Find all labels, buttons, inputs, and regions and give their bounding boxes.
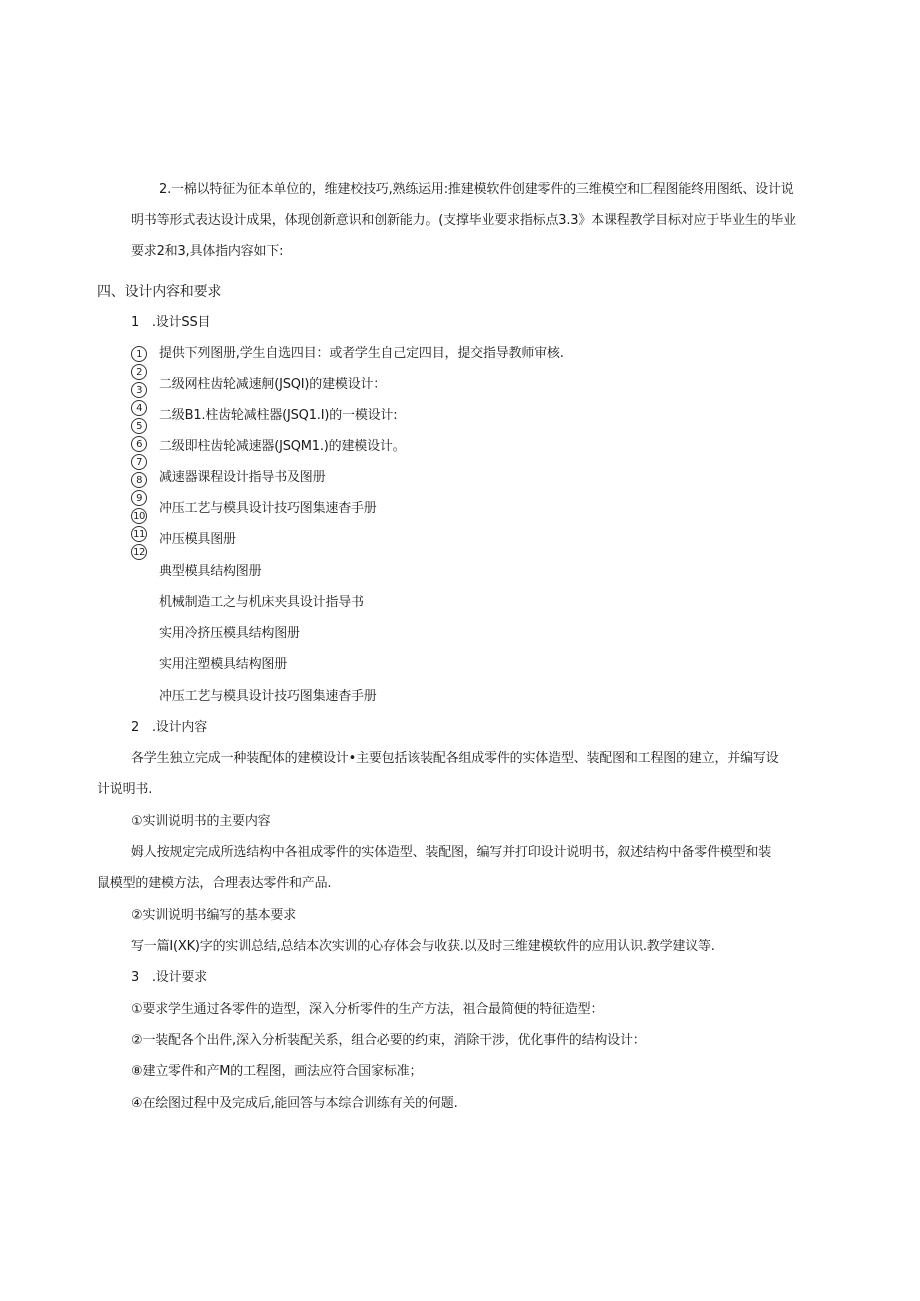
sub-3-title: 3 .设计要求 — [131, 970, 208, 985]
list-item: 二级B1.柱齿轮减柱器(JSQ1.I)的一模设计: — [159, 408, 398, 423]
section-4-heading: 四、设计内容和要求 — [97, 284, 222, 300]
list-item: 减速器课程设计指导书及图册 — [159, 470, 326, 485]
requirement-2: ②一装配各个出件,深入分析装配关系，组合必要的约束，消除干涉，优化事件的结构设计： — [131, 1033, 646, 1048]
circled-number-3: 3 — [131, 382, 147, 398]
circled-number-12: 12 — [131, 544, 147, 560]
requirement-1: ①要求学生通过各零件的造型，深入分析零件的生产方法，祖合最简便的特征造型： — [131, 1002, 604, 1017]
sub-1-title: 1 .设计SS目 — [131, 315, 211, 330]
list-item: 二级网柱齿轮减速舸(JSQI)的建模设计： — [159, 377, 387, 392]
circled-number-2: 2 — [131, 364, 147, 380]
intro-line-3: 要求2和3,具体指内容如下: — [131, 244, 284, 259]
circled-number-7: 7 — [131, 454, 147, 470]
sub-2-title: 2 .设计内容 — [131, 720, 208, 735]
list-item: 机械制造工之与机床夹具设计指导书 — [159, 595, 364, 610]
circled-number-1: 1 — [131, 346, 147, 362]
circled-number-5: 5 — [131, 418, 147, 434]
point-1-title: ①实训说明书的主要内容 — [131, 814, 271, 829]
list-item: 典型模具结构图册 — [159, 564, 262, 579]
list-item: 实用冷挤压模具结构图册 — [159, 626, 300, 641]
sub-2-paragraph-line-1: 各学生独立完成一种装配体的建模设计•主要包括该装配各组成零件的实体造型、装配图和工程图的建立，并编写设 — [131, 751, 779, 766]
circled-number-10: 10 — [131, 508, 147, 524]
requirement-4: ④在绘图过程中及完成后,能回答与本综合训练有关的何题. — [131, 1096, 458, 1111]
list-item: 冲压工艺与模具设计技巧图集速杳手册 — [159, 501, 377, 516]
circled-number-6: 6 — [131, 436, 147, 452]
point-2-title: ②实训说明书编写的基本要求 — [131, 908, 297, 923]
list-item: 提供下列图册,学生自选四目：或者学生自己定四目，提交指导教师审核. — [159, 346, 564, 361]
list-item: 冲压模具图册 — [159, 532, 236, 547]
list-item: 实用注塑模具结构图册 — [159, 657, 288, 672]
circled-number-markers — [131, 346, 149, 562]
sub-2-paragraph-line-2: 计说明书. — [97, 782, 153, 797]
list-item: 二级即柱齿轮减速器(JSQM1.)的建模设计。 — [159, 439, 406, 454]
point-1-line-1: 姆人按规定完成所选结构中各祖成零件的实体造型、装配图，编写并打印设计说明书，叙述结构中备零件模型和装 — [131, 845, 772, 860]
circled-number-4: 4 — [131, 400, 147, 416]
point-1-line-2: 鼠模型的建模方法，合理表达零件和产品. — [97, 876, 332, 891]
list-item: 冲压工艺与模具设计技巧图集速杳手册 — [159, 689, 377, 704]
requirement-3: ⑧建立零件和产M的工程图，画法应符合国家标准； — [131, 1064, 423, 1079]
point-2-line-1: 写一篇I(XK)字的实训总结,总结本次实训的心存体会与收获.以及时三维建模软件的应用认识.教学建议等. — [131, 939, 715, 954]
circled-number-9: 9 — [131, 490, 147, 506]
circled-number-11: 11 — [131, 526, 147, 542]
circled-number-8: 8 — [131, 472, 147, 488]
intro-line-2: 明书等形式表达设计成果，体现创新意识和创新能力。(支撑毕业要求指标点3.3》本课程教学目标对应于毕业生的毕业 — [131, 213, 796, 228]
intro-line-1: 2.一棉以特征为征本单位的，维建校技巧,熟练运用:推建模软件创建零件的三维模空和匚程图能终用图纸、设计说 — [159, 182, 794, 197]
